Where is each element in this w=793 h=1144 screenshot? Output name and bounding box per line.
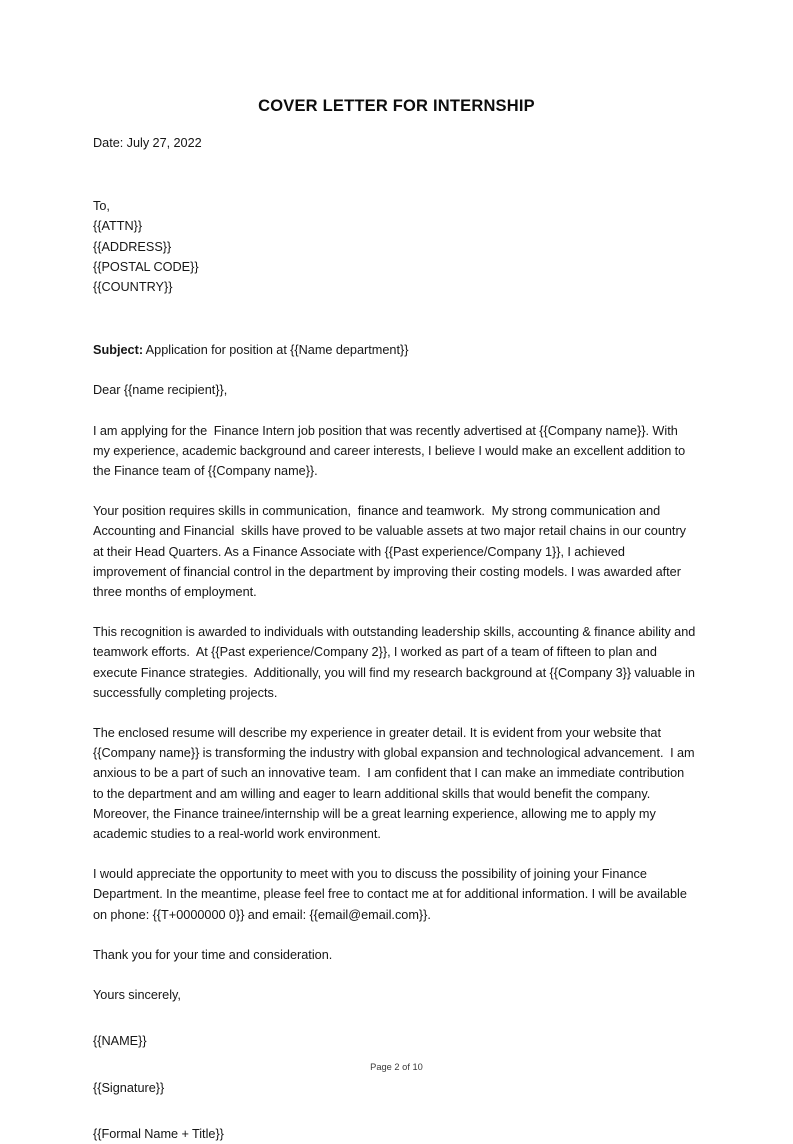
formal-name-title-placeholder: {{Formal Name + Title}} [93, 1126, 224, 1141]
body-paragraph: This recognition is awarded to individuals with outstanding leadership skills, accounting & finance ability and teamwork efforts. At {{Past experience/Company 2}}, I worked as part of a team of fifteen to plan and execute Finance strategies. Additionally, you will find my research background at {{Company 3}} valuable in successfully completing projects. [93, 625, 699, 700]
address-attn: {{ATTN}} [93, 219, 143, 234]
subject-label: Subject: [93, 343, 144, 358]
body-paragraph: Thank you for your time and consideration. [93, 947, 333, 962]
body-paragraph: I am applying for the Finance Intern job position that was recently advertised at {{Company name}}. With my experience, academic background and career interests, I believe I would make an excellent addition to the Finance team of {{Company name}}. [93, 423, 689, 479]
date-line: Date: July 27, 2022 [93, 136, 202, 150]
address-street: {{ADDRESS}} [93, 239, 172, 254]
address-to-label: To, [93, 199, 110, 214]
subject-text: Application for position at {{Name department}} [143, 343, 409, 358]
page-footer: Page 2 of 10 [370, 1062, 423, 1072]
body-paragraph: The enclosed resume will describe my experience in greater detail. It is evident from your website that {{Company name}} is transforming the industry with global expansion and technological advancement. I am anxious to be a part of such an innovative team. I am confident that I can make an immediate contribution to the department and am willing and eager to learn additional skills that would benefit the company. Moreover, the Finance trainee/internship will be a great learning experience, allowing me to apply my academic studies to a real-world work environment. [93, 726, 698, 842]
subject-line [93, 340, 697, 360]
address-postal-code: {{POSTAL CODE}} [93, 259, 199, 274]
page-title: COVER LETTER FOR INTERNSHIP [258, 97, 535, 115]
address-country: {{COUNTRY}} [93, 280, 173, 295]
salutation-line: Dear {{name recipient}}, [93, 383, 228, 398]
body-paragraph: Your position requires skills in communication, finance and teamwork. My strong communication and Accounting and Financial skills have proved to be valuable assets at two major retail chains in our country at their Head Quarters. As a Finance Associate with {{Past experience/Company 1}}, I achieved improvement of financial control in the department by improving their costing models. I was awarded after three months of employment. [93, 504, 690, 600]
letter-body [93, 133, 697, 1144]
sender-name-placeholder: {{NAME}} [93, 1034, 147, 1049]
sign-off-line: Yours sincerely, [93, 988, 181, 1003]
signature-placeholder: {{Signature}} [93, 1080, 165, 1095]
recipient-address-block [93, 196, 697, 297]
body-paragraph: I would appreciate the opportunity to meet with you to discuss the possibility of joining your Finance Department. In the meantime, please feel free to contact me at for additional information. I will be available on phone: {{T+0000000 0}} and email: {{email@email.com}}. [93, 867, 691, 922]
